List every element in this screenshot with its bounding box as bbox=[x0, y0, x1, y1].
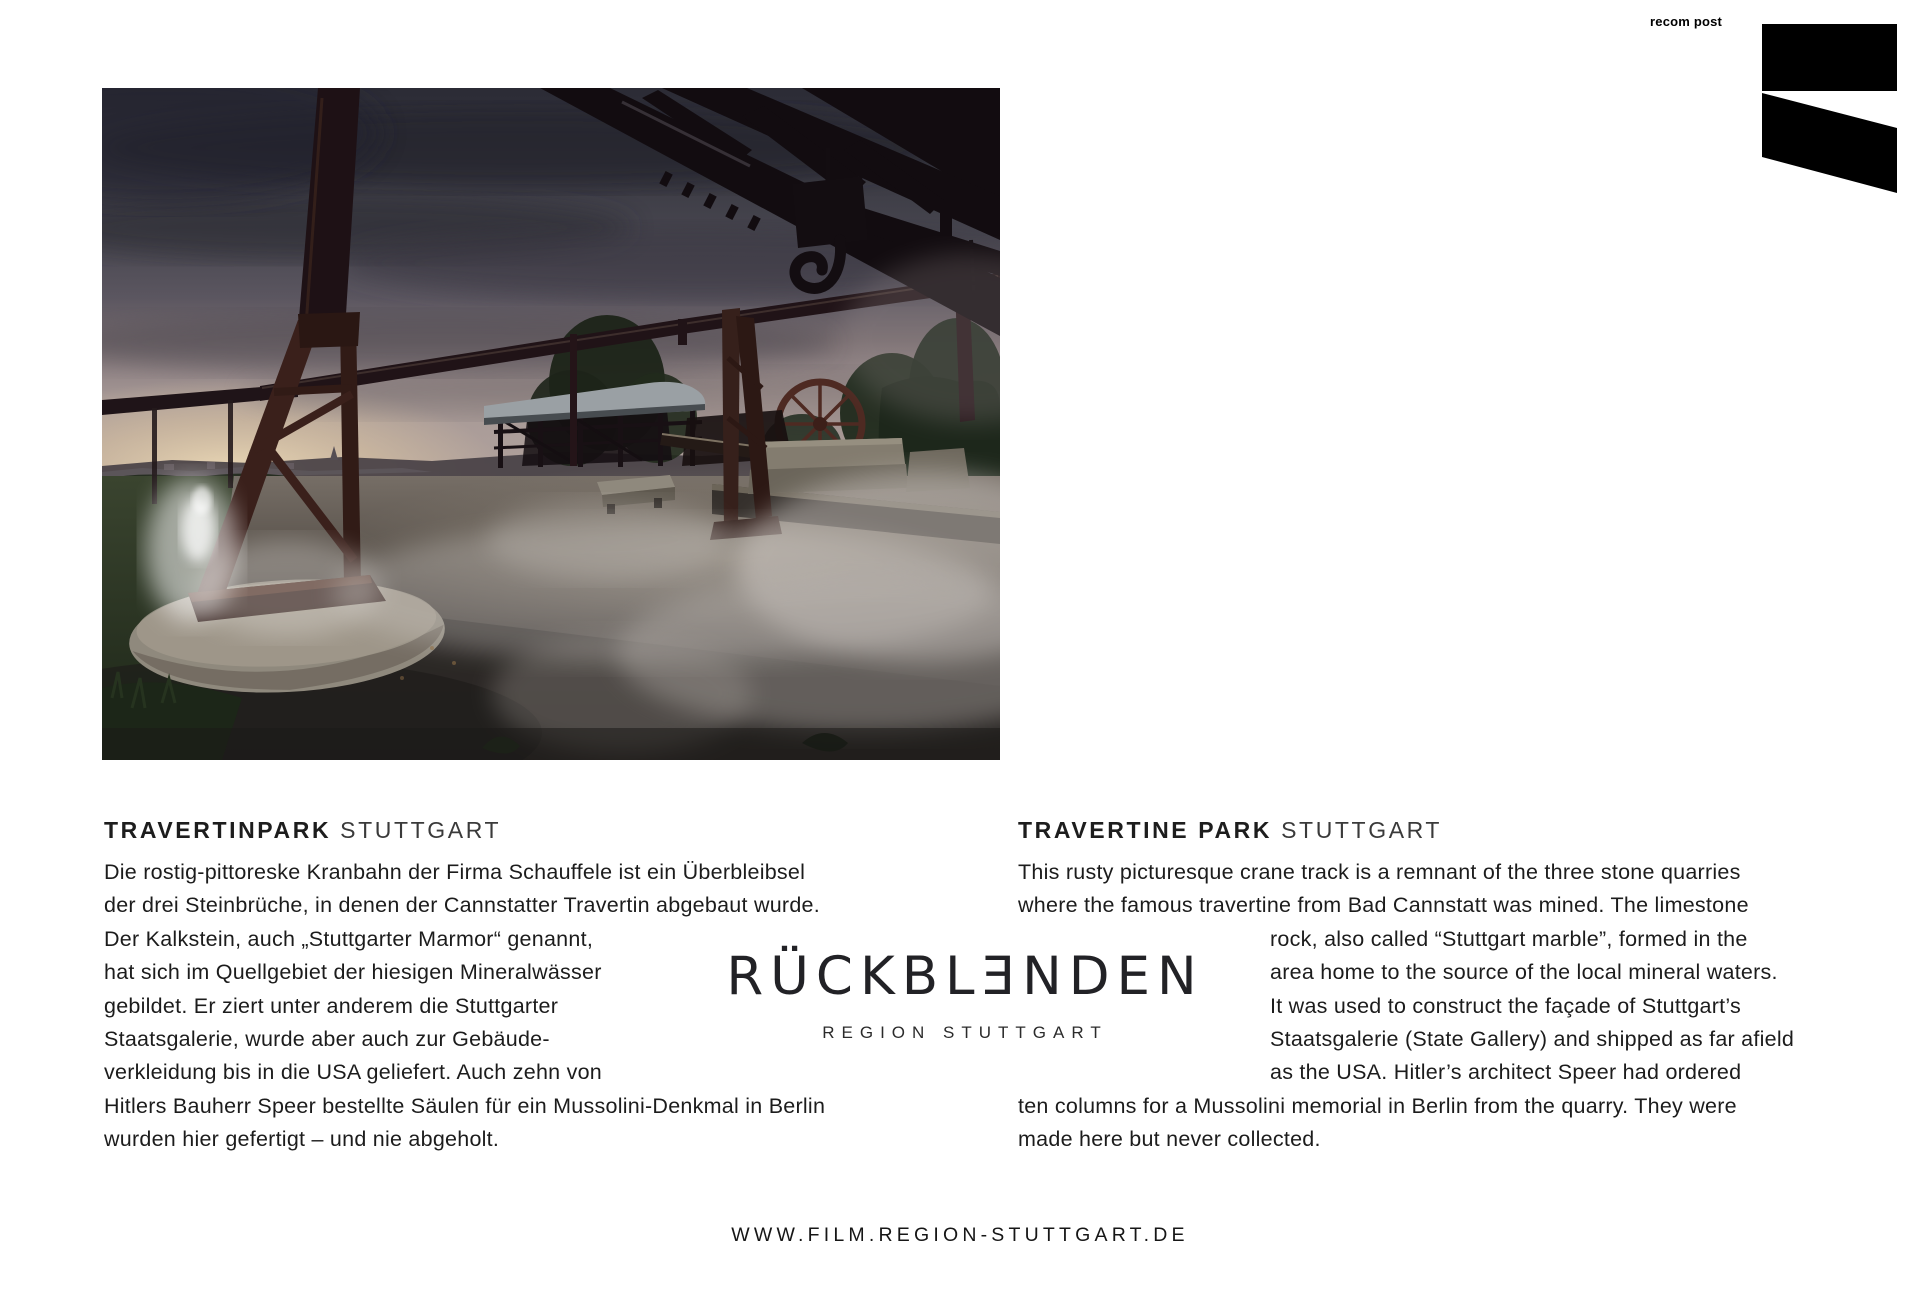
text-line: wurden hier gefertigt – und nie abgeholt. bbox=[104, 1127, 500, 1152]
text-line: Staatsgalerie, wurde aber auch zur Gebäude- bbox=[104, 1027, 550, 1052]
text-line: der drei Steinbrüche, in denen der Cannstatter Travertin abgebaut wurde. bbox=[104, 893, 820, 918]
brand-text: recom post bbox=[1650, 14, 1723, 29]
german-title-light: STUTTGART bbox=[340, 817, 502, 843]
rueckblenden-wordmark: RÜCKBLƎNDEN bbox=[726, 946, 1204, 1007]
text-line: made here but never collected. bbox=[1018, 1127, 1321, 1152]
text-line: It was used to construct the façade of Stuttgart’s bbox=[1270, 993, 1742, 1018]
text-line: gebildet. Er ziert unter anderem die Stuttgarter bbox=[104, 993, 559, 1018]
text-line: where the famous travertine from Bad Cannstatt was mined. The limestone bbox=[1018, 893, 1749, 918]
english-title bbox=[1018, 817, 1442, 844]
footer-url: WWW.FILM.REGION-STUTTGART.DE bbox=[731, 1224, 1189, 1246]
text-line: as the USA. Hitler’s architect Speer had ordered bbox=[1270, 1060, 1742, 1085]
text-line: area home to the source of the local mineral waters. bbox=[1270, 960, 1778, 985]
text-line: Staatsgalerie (State Gallery) and shipped as far afield bbox=[1270, 1027, 1795, 1052]
recom-logo-icon bbox=[1762, 24, 1897, 193]
text-line: Die rostig-pittoreske Kranbahn der Firma Schauffele ist ein Überbleibsel bbox=[104, 860, 806, 884]
english-title-light: STUTTGART bbox=[1281, 817, 1443, 843]
text-line: hat sich im Quellgebiet der hiesigen Mineralwässer bbox=[104, 960, 602, 985]
rueckblenden-subtitle: REGION STUTTGART bbox=[822, 1023, 1108, 1042]
travertine-park-photo bbox=[102, 88, 1000, 760]
text-line: rock, also called “Stuttgart marble”, formed in the bbox=[1270, 926, 1748, 951]
german-title-bold: TRAVERTINPARK bbox=[104, 817, 332, 843]
text-line: verkleidung bis in die USA geliefert. Auch zehn von bbox=[104, 1060, 602, 1085]
text-line: This rusty picturesque crane track is a remnant of the three stone quarries bbox=[1018, 860, 1741, 884]
rueckblenden-logo bbox=[660, 946, 1270, 1043]
german-title bbox=[104, 817, 501, 844]
text-line: ten columns for a Mussolini memorial in Berlin from the quarry. They were bbox=[1018, 1093, 1737, 1118]
text-line: Hitlers Bauherr Speer bestellte Säulen für ein Mussolini-Denkmal in Berlin bbox=[104, 1093, 826, 1118]
english-title-bold: TRAVERTINE PARK bbox=[1018, 817, 1273, 843]
text-line: Der Kalkstein, auch „Stuttgarter Marmor“ genannt, bbox=[104, 926, 594, 951]
